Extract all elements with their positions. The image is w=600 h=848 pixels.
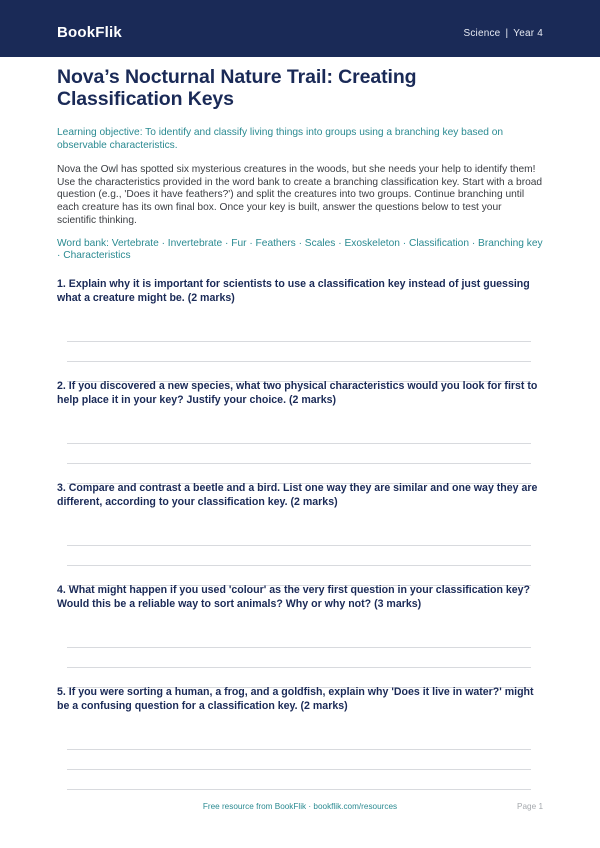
word-bank: Word bank: Vertebrate · Invertebrate · Fur · Feathers · Scales · Exoskeleton · Classification · Branching key · Characteristics xyxy=(57,237,543,262)
question-4 xyxy=(57,584,543,611)
subject-year-label xyxy=(463,28,543,39)
subject-separator: | xyxy=(505,28,509,39)
answer-line[interactable] xyxy=(67,443,531,444)
answer-line[interactable] xyxy=(67,789,531,790)
worksheet-intro xyxy=(57,66,543,263)
question-2 xyxy=(57,380,543,407)
answer-line[interactable] xyxy=(67,361,531,362)
answer-line[interactable] xyxy=(67,667,531,668)
question-5-text: 5. If you were sorting a human, a frog, and a goldfish, explain why 'Does it live in water?' might be a confusing question for a classification key. (2 marks) xyxy=(57,686,534,712)
question-4-text: 4. What might happen if you used 'colour' as the very first question in your classification key? Would this be a reliable way to sort animals? Why or why not? (3 marks) xyxy=(57,584,531,610)
subject-label: Science xyxy=(463,28,501,39)
question-2-text: 2. If you discovered a new species, what two physical characteristics would you look for first to help place it in your key? Justify your choice. (2 marks) xyxy=(57,380,538,406)
answer-line[interactable] xyxy=(67,341,531,342)
answer-line[interactable] xyxy=(67,545,531,546)
brand-logo[interactable]: BookFlik xyxy=(57,24,122,41)
question-1-text: 1. Explain why it is important for scientists to use a classification key instead of just guessing what a creature might be. (2 marks) xyxy=(57,278,530,304)
question-1 xyxy=(57,278,543,305)
answer-line[interactable] xyxy=(67,463,531,464)
footer-resource-link[interactable]: Free resource from BookFlik · bookflik.com/resources xyxy=(202,802,398,811)
year-label: Year 4 xyxy=(513,28,543,39)
answer-line[interactable] xyxy=(67,769,531,770)
answer-line[interactable] xyxy=(67,647,531,648)
question-5 xyxy=(57,686,543,713)
answer-line[interactable] xyxy=(67,565,531,566)
page-title: Nova’s Nocturnal Nature Trail: Creating Classification Keys xyxy=(57,66,417,110)
intro-paragraph: Nova the Owl has spotted six mysterious creatures in the woods, but she needs your help to identify them! Use the characteristics provided in the word bank to create a branching classification key. Start with a broad question (e.g., 'Does it have feathers?') and split the creatures into two groups. Continue branching until each creature has its own final box. Once your key is built, answer the questions below to test your scientific thinking. xyxy=(57,164,543,226)
learning-objective: Learning objective: To identify and classify living things into groups using a branching key based on observable characteristics. xyxy=(57,127,504,151)
page-header xyxy=(0,0,600,57)
answer-line[interactable] xyxy=(67,749,531,750)
page-number: Page 1 xyxy=(517,802,543,811)
question-3 xyxy=(57,482,543,509)
question-3-text: 3. Compare and contrast a beetle and a bird. List one way they are similar and one way they are different, according to your classification key. (2 marks) xyxy=(57,482,538,508)
